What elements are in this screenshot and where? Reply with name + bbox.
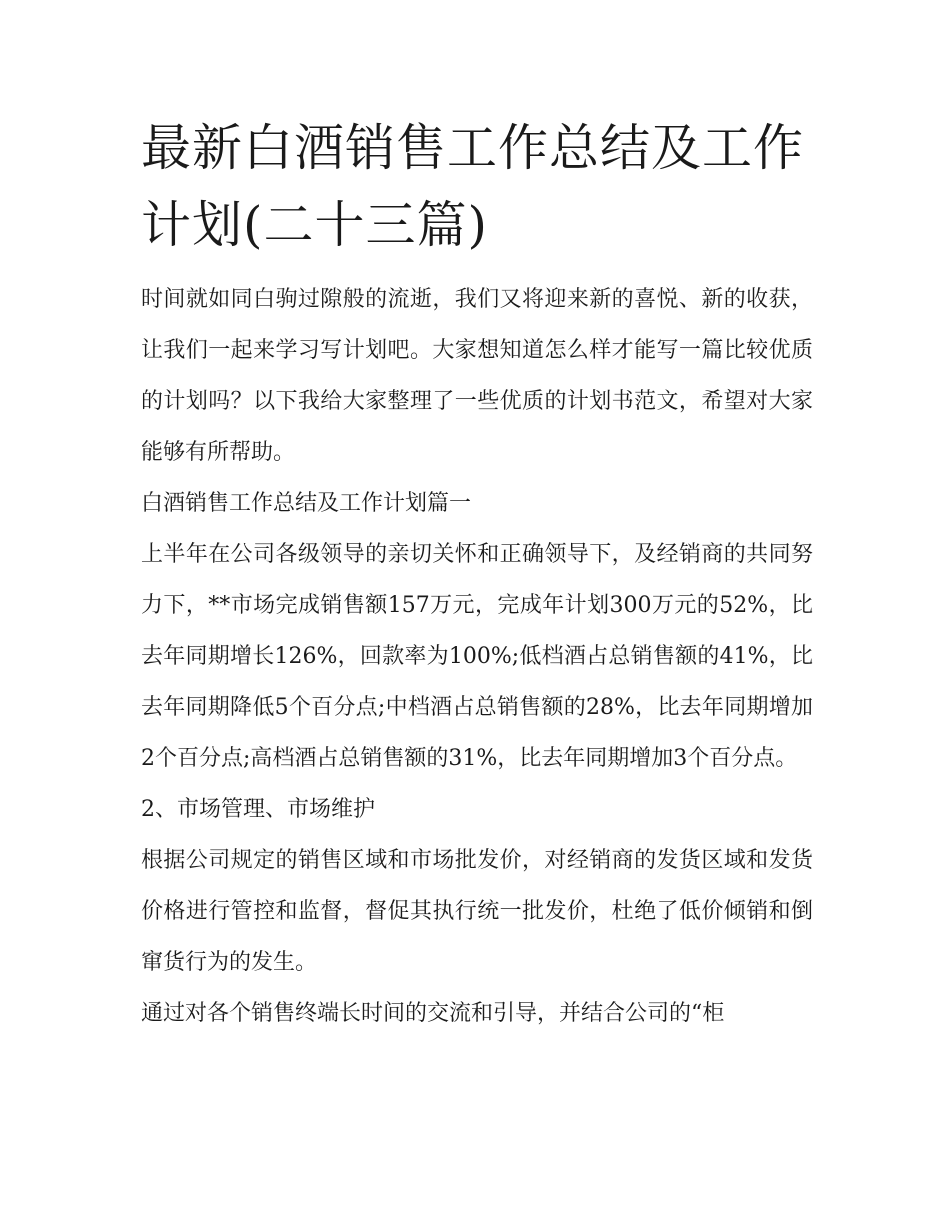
- document-title: 最新白酒销售工作总结及工作计划(二十三篇): [141, 119, 804, 254]
- document-page: [141, 110, 813, 1039]
- section-heading-1: 白酒销售工作总结及工作计划篇一: [141, 491, 472, 516]
- section-1-paragraph: 上半年在公司各级领导的亲切关怀和正确领导下，及经销商的共同努力下，**市场完成销售额157万元，完成年计划300万元的52%，比去年同期增长126%，回款率为100%;低档酒占总销售额的41%，比去年同期降低5个百分点;中档酒占总销售额的28%，比去年同期增加2个百分点;高档酒占总销售额的31%，比去年同期增加3个百分点。: [141, 542, 813, 771]
- section-heading-2: 2、市场管理、市场维护: [141, 797, 375, 822]
- intro-paragraph: 时间就如同白驹过隙般的流逝，我们又将迎来新的喜悦、新的收获，让我们一起来学习写计划吧。大家想知道怎么样才能写一篇比较优质的计划吗？以下我给大家整理了一些优质的计划书范文，希望对大家能够有所帮助。: [141, 287, 813, 465]
- section-2-paragraph-1: 根据公司规定的销售区域和市场批发价，对经销商的发货区域和发货价格进行管控和监督，督促其执行统一批发价，杜绝了低价倾销和倒窜货行为的发生。: [141, 848, 813, 975]
- section-2-paragraph-2: 通过对各个销售终端长时间的交流和引导，并结合公司的“柜: [141, 1001, 725, 1026]
